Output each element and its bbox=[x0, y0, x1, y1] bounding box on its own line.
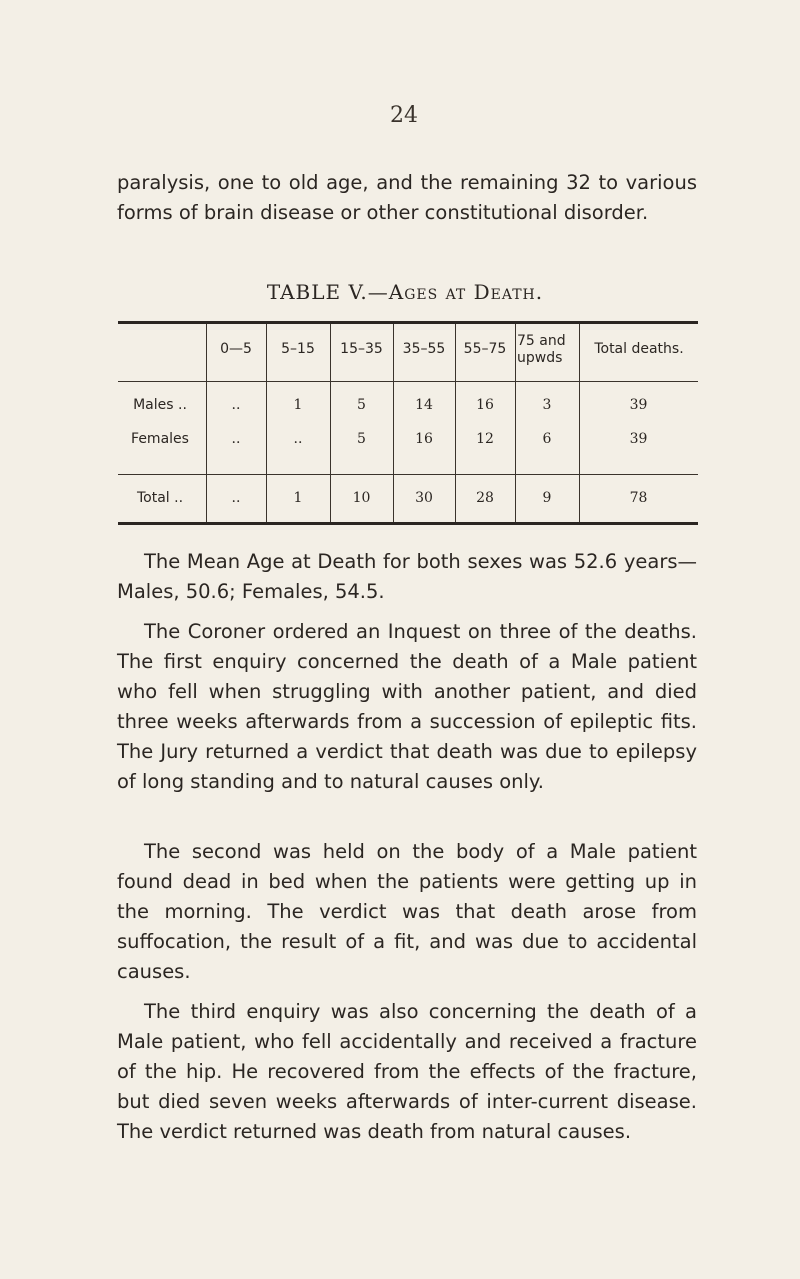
second-inquest-paragraph: The second was held on the body of a Male patient found dead in bed when the patients were getting up in the morning. The verdict was that death arose from suffocation, the result of a fit, and was due to accidental causes. bbox=[117, 840, 697, 983]
table-cell: 5 bbox=[357, 431, 366, 447]
table-bottom-rule bbox=[118, 522, 698, 525]
header-age-75-upwards: 75 and upwds bbox=[517, 333, 566, 366]
table-cell: .. bbox=[231, 397, 241, 413]
header-age-15-35: 15–35 bbox=[340, 341, 383, 357]
row-label-females: Females bbox=[131, 431, 189, 447]
coroner-paragraph: The Coroner ordered an Inquest on three of the deaths. The first enquiry concerned the death of a Male patient who fell when struggling with another patient, and died three weeks afterwards from a succession of epileptic fits. The Jury returned a verdict that death was due to epilepsy of long standing and to natural causes only. bbox=[117, 620, 697, 793]
mean-age-paragraph: The Mean Age at Death for both sexes was 52.6 years—Males, 50.6; Females, 54.5. bbox=[117, 550, 697, 603]
table-cell: 9 bbox=[542, 490, 552, 506]
table-cell: 16 bbox=[415, 431, 433, 447]
table-cell: 6 bbox=[542, 431, 552, 447]
header-rule bbox=[118, 381, 698, 382]
table-cell: 1 bbox=[293, 490, 303, 506]
table-cell: 39 bbox=[629, 397, 648, 413]
table-cell: 10 bbox=[352, 490, 371, 506]
header-total-deaths: Total deaths. bbox=[594, 341, 684, 357]
table-top-rule bbox=[118, 321, 698, 324]
total-rule bbox=[118, 474, 698, 475]
table-cell: 5 bbox=[357, 397, 366, 413]
third-inquest-paragraph: The third enquiry was also concerning the death of a Male patient, who fell accidentally and received a fracture of the hip. He recovered from the effects of the fracture, but died seven weeks afterwards of inter-current disease. The verdict returned was death from natural causes. bbox=[117, 1000, 697, 1143]
table-cell: 28 bbox=[476, 490, 494, 506]
header-age-35-55: 35–55 bbox=[402, 341, 446, 357]
table-cell: 3 bbox=[542, 397, 552, 413]
table-cell: 16 bbox=[476, 397, 494, 413]
header-age-55-75: 55–75 bbox=[463, 341, 507, 357]
row-label-males: Males .. bbox=[133, 397, 187, 413]
table-cell: 1 bbox=[293, 397, 303, 413]
table-title: TABLE V.—Ages at Death. bbox=[266, 280, 544, 304]
table-cell: 14 bbox=[415, 397, 433, 413]
table-cell: 78 bbox=[629, 490, 648, 506]
row-label-total: Total .. bbox=[136, 490, 184, 506]
table-cell: 30 bbox=[415, 490, 433, 506]
table-cell: 12 bbox=[476, 431, 494, 447]
page-number: 24 bbox=[390, 103, 418, 128]
table-cell: .. bbox=[231, 490, 241, 506]
table-cell: .. bbox=[231, 431, 241, 447]
header-age-0-5: 0—5 bbox=[220, 341, 252, 357]
table-cell: .. bbox=[293, 431, 303, 447]
table-cell: 39 bbox=[629, 431, 648, 447]
header-age-5-15: 5–15 bbox=[281, 341, 315, 357]
intro-paragraph: paralysis, one to old age, and the remaining 32 to various forms of brain disease or other constitutional disorder. bbox=[117, 171, 697, 224]
